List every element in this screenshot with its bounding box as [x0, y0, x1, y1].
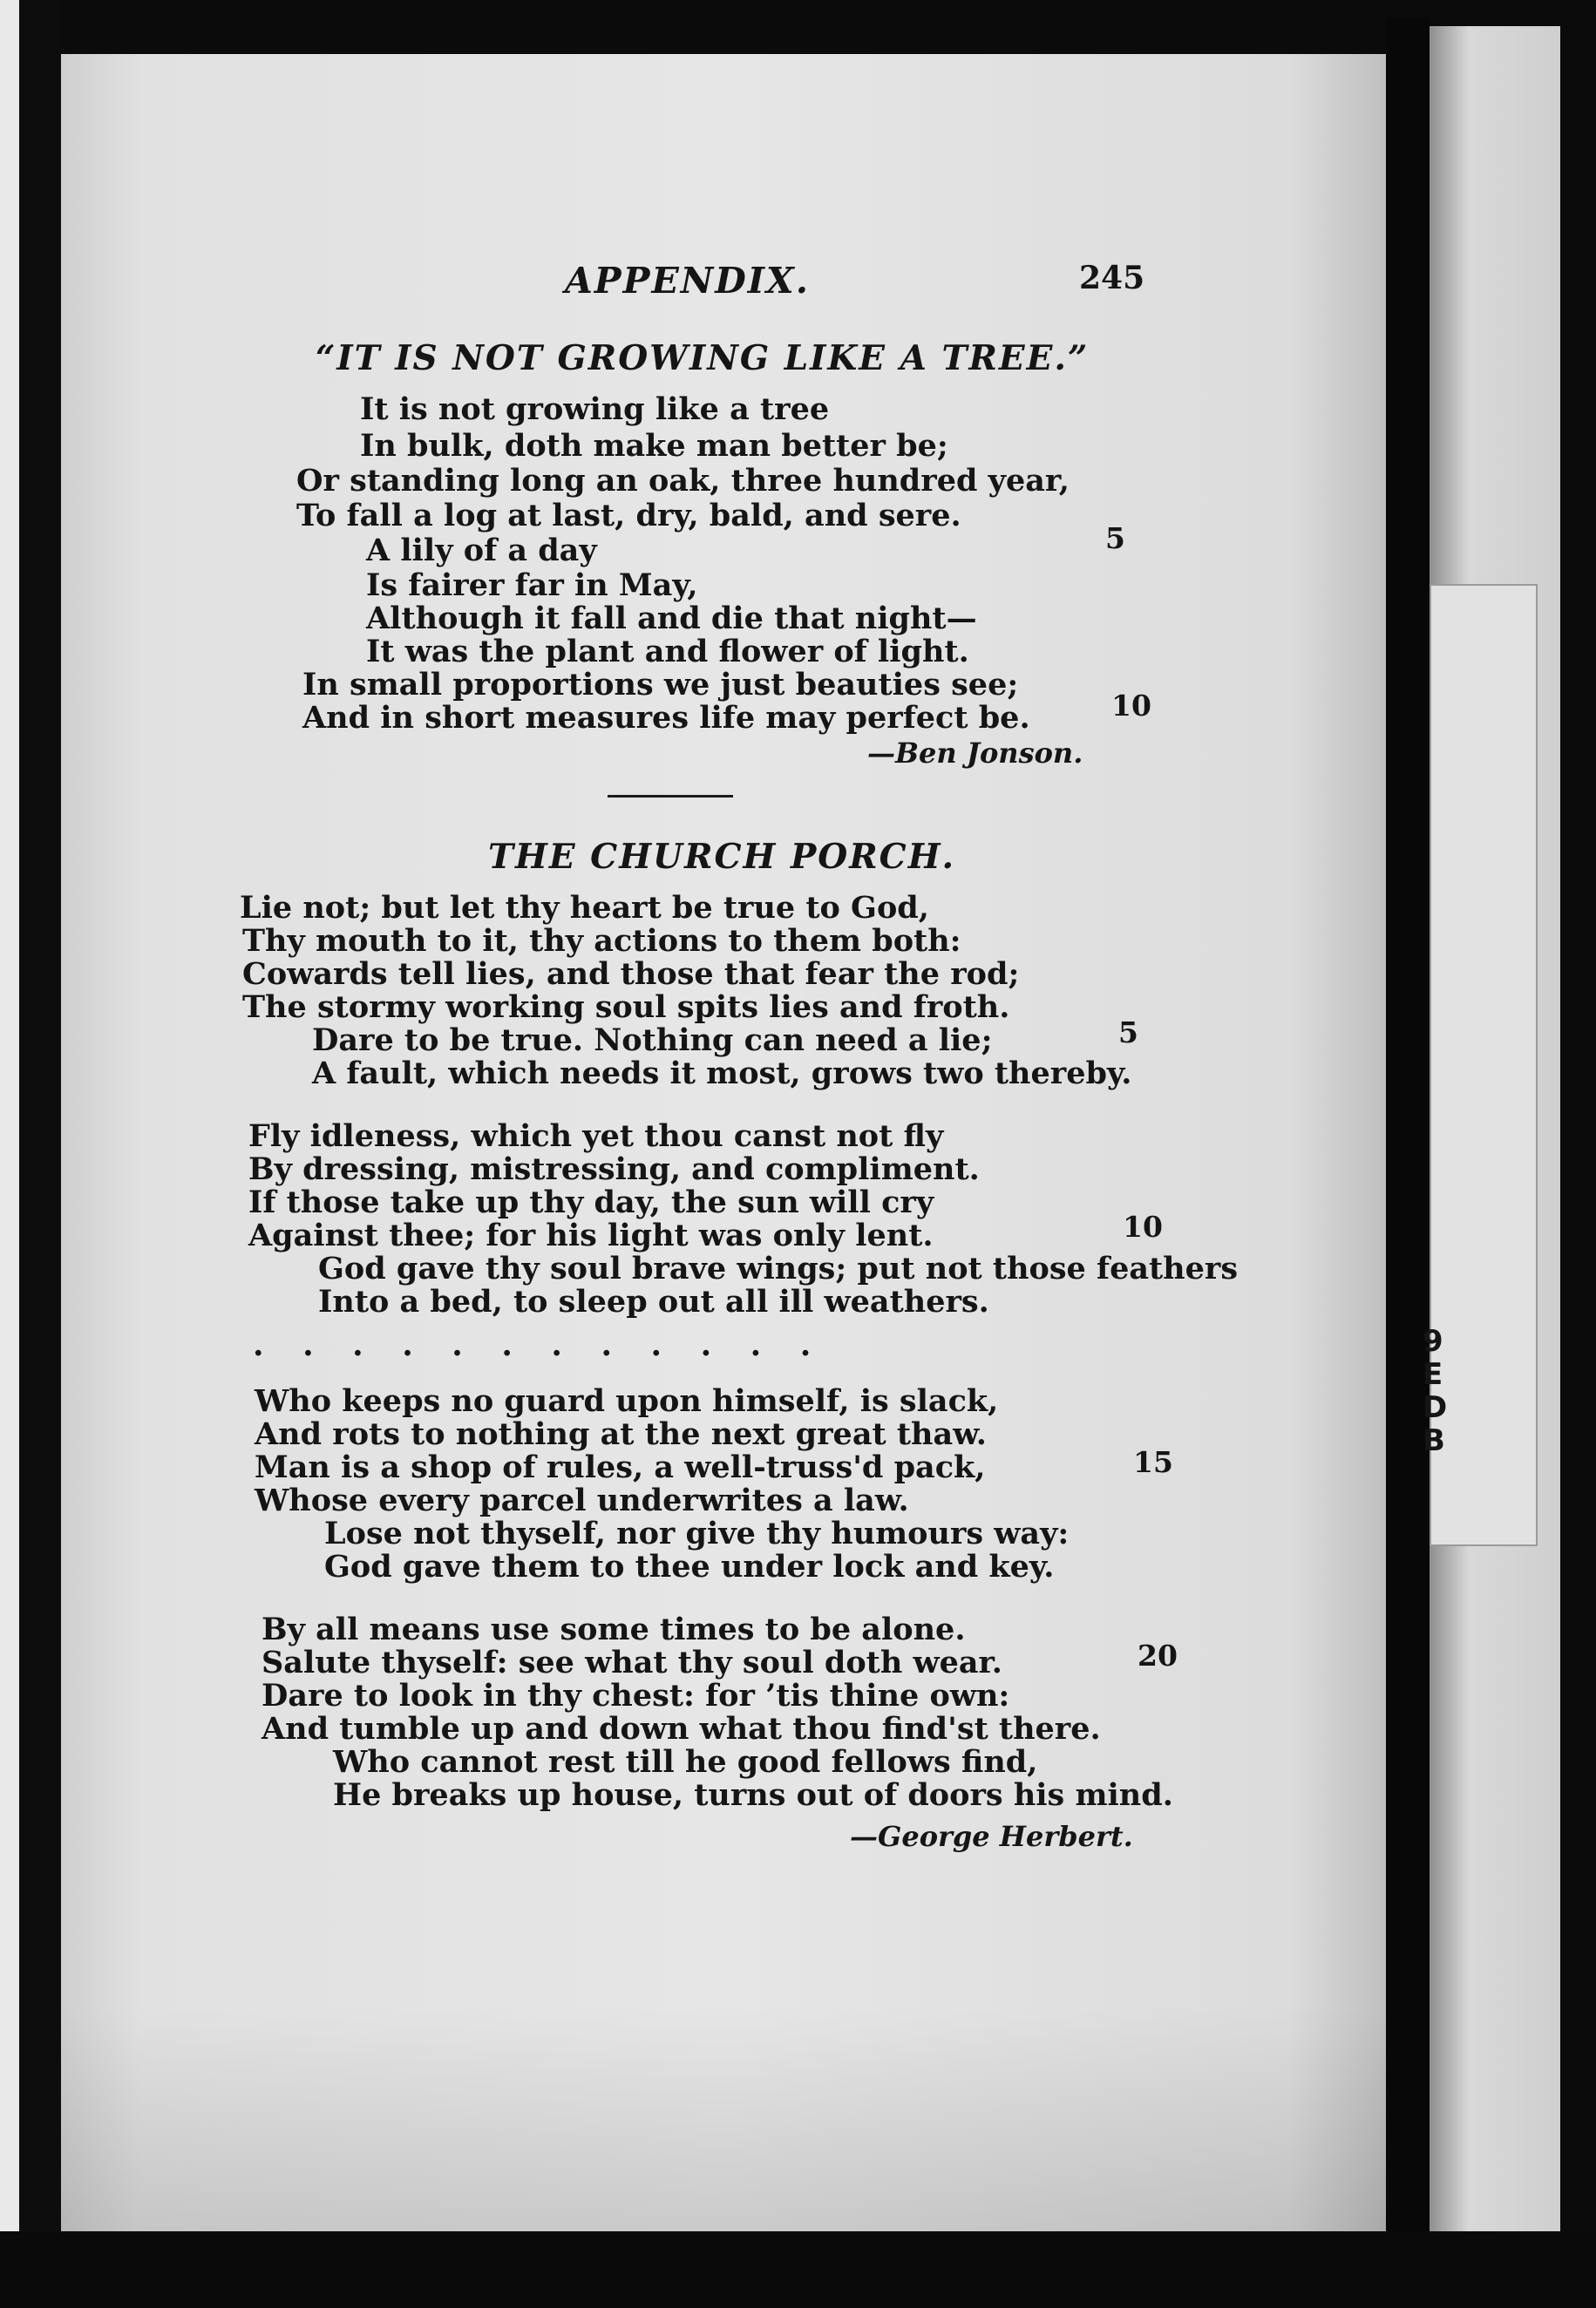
- scan-left-shadow: [19, 0, 61, 2308]
- poem-line: Whose every parcel underwrites a law.: [255, 1483, 909, 1518]
- poem-line: Who keeps no guard upon himself, is slack,: [255, 1383, 999, 1419]
- poem-line: Into a bed, to sleep out all ill weathers.: [318, 1284, 989, 1320]
- poem-line: It was the plant and flower of light.: [366, 634, 969, 669]
- poem-line: And tumble up and down what thou find'st there.: [261, 1711, 1101, 1747]
- poem-line: Lie not; but let thy heart be true to God,: [240, 890, 929, 926]
- poem-line: By dressing, mistressing, and compliment.: [248, 1151, 980, 1187]
- running-header-title: APPENDIX.: [565, 260, 811, 302]
- poem-line: A lily of a day: [366, 533, 597, 568]
- book-gutter: [1386, 17, 1430, 2249]
- poem-line: He breaks up house, turns out of doors his mind.: [333, 1777, 1173, 1813]
- poem-line: Lose not thyself, nor give thy humours way:: [324, 1516, 1070, 1551]
- poem-line: Fly idleness, which yet thou canst not fly: [248, 1118, 944, 1154]
- poem-line: Thy mouth to it, thy actions to them both:: [242, 923, 961, 959]
- poem-line: Salute thyself: see what thy soul doth wear.: [261, 1645, 1002, 1680]
- poem-line: Who cannot rest till he good fellows find,: [333, 1744, 1038, 1780]
- line-number: 20: [1138, 1639, 1178, 1673]
- line-number: 10: [1123, 1210, 1163, 1244]
- poem1-title: “IT IS NOT GROWING LIKE A TREE.”: [316, 338, 1090, 378]
- running-header: [0, 260, 1596, 303]
- poem-line: Is fairer far in May,: [366, 567, 698, 603]
- poem2-title: THE CHURCH PORCH.: [488, 837, 956, 877]
- poem-line: Man is a shop of rules, a well-truss'd pack,: [255, 1449, 986, 1485]
- poem-line: If those take up thy day, the sun will cry: [248, 1185, 934, 1220]
- poem-line: In small proportions we just beauties see;: [302, 667, 1019, 703]
- poem-line: By all means use some times to be alone.: [261, 1612, 966, 1647]
- poem-line: To fall a log at last, dry, bald, and sere.: [296, 498, 961, 533]
- poem-line: A fault, which needs it most, grows two thereby.: [312, 1056, 1132, 1091]
- page-number: 245: [1079, 260, 1145, 296]
- poem-line: The stormy working soul spits lies and froth.: [242, 989, 1010, 1025]
- poem-line: God gave them to thee under lock and key.: [324, 1549, 1055, 1585]
- adjacent-letter: E: [1423, 1357, 1443, 1392]
- adjacent-letter: 9: [1423, 1324, 1443, 1359]
- poem-line: Against thee; for his light was only lent.: [248, 1218, 934, 1253]
- omission-ellipsis: . . . . . . . . . . . .: [253, 1327, 825, 1363]
- poem2-attribution: —George Herbert.: [850, 1820, 1133, 1853]
- adjacent-letter: B: [1423, 1423, 1445, 1458]
- poem-line: Cowards tell lies, and those that fear the rod;: [242, 956, 1020, 992]
- line-number: 5: [1105, 521, 1125, 555]
- adjacent-page-letters: [1423, 1325, 1449, 1457]
- adjacent-letter: D: [1423, 1390, 1448, 1425]
- section-divider: [608, 795, 733, 798]
- poem1-attribution: —Ben Jonson.: [867, 737, 1083, 770]
- poem-line: It is not growing like a tree: [360, 391, 830, 427]
- poem-line: God gave thy soul brave wings; put not those feathers: [318, 1251, 1239, 1286]
- line-number: 15: [1133, 1445, 1173, 1479]
- poem-line: In bulk, doth make man better be;: [360, 428, 948, 464]
- line-number: 10: [1111, 689, 1151, 723]
- poem-line: And rots to nothing at the next great thaw.: [255, 1416, 987, 1452]
- poem-line: Or standing long an oak, three hundred year,: [296, 463, 1070, 499]
- poem-line: Dare to be true. Nothing can need a lie;: [312, 1022, 993, 1058]
- poem-line: Dare to look in thy chest: for ’tis thine own:: [261, 1678, 1010, 1714]
- scan-bottom-shadow: [0, 2231, 1596, 2308]
- poem-line: Although it fall and die that night—: [366, 601, 977, 636]
- scan-left-margin: [0, 0, 19, 2308]
- poem-line: And in short measures life may perfect be.: [302, 700, 1030, 736]
- line-number: 5: [1118, 1015, 1138, 1049]
